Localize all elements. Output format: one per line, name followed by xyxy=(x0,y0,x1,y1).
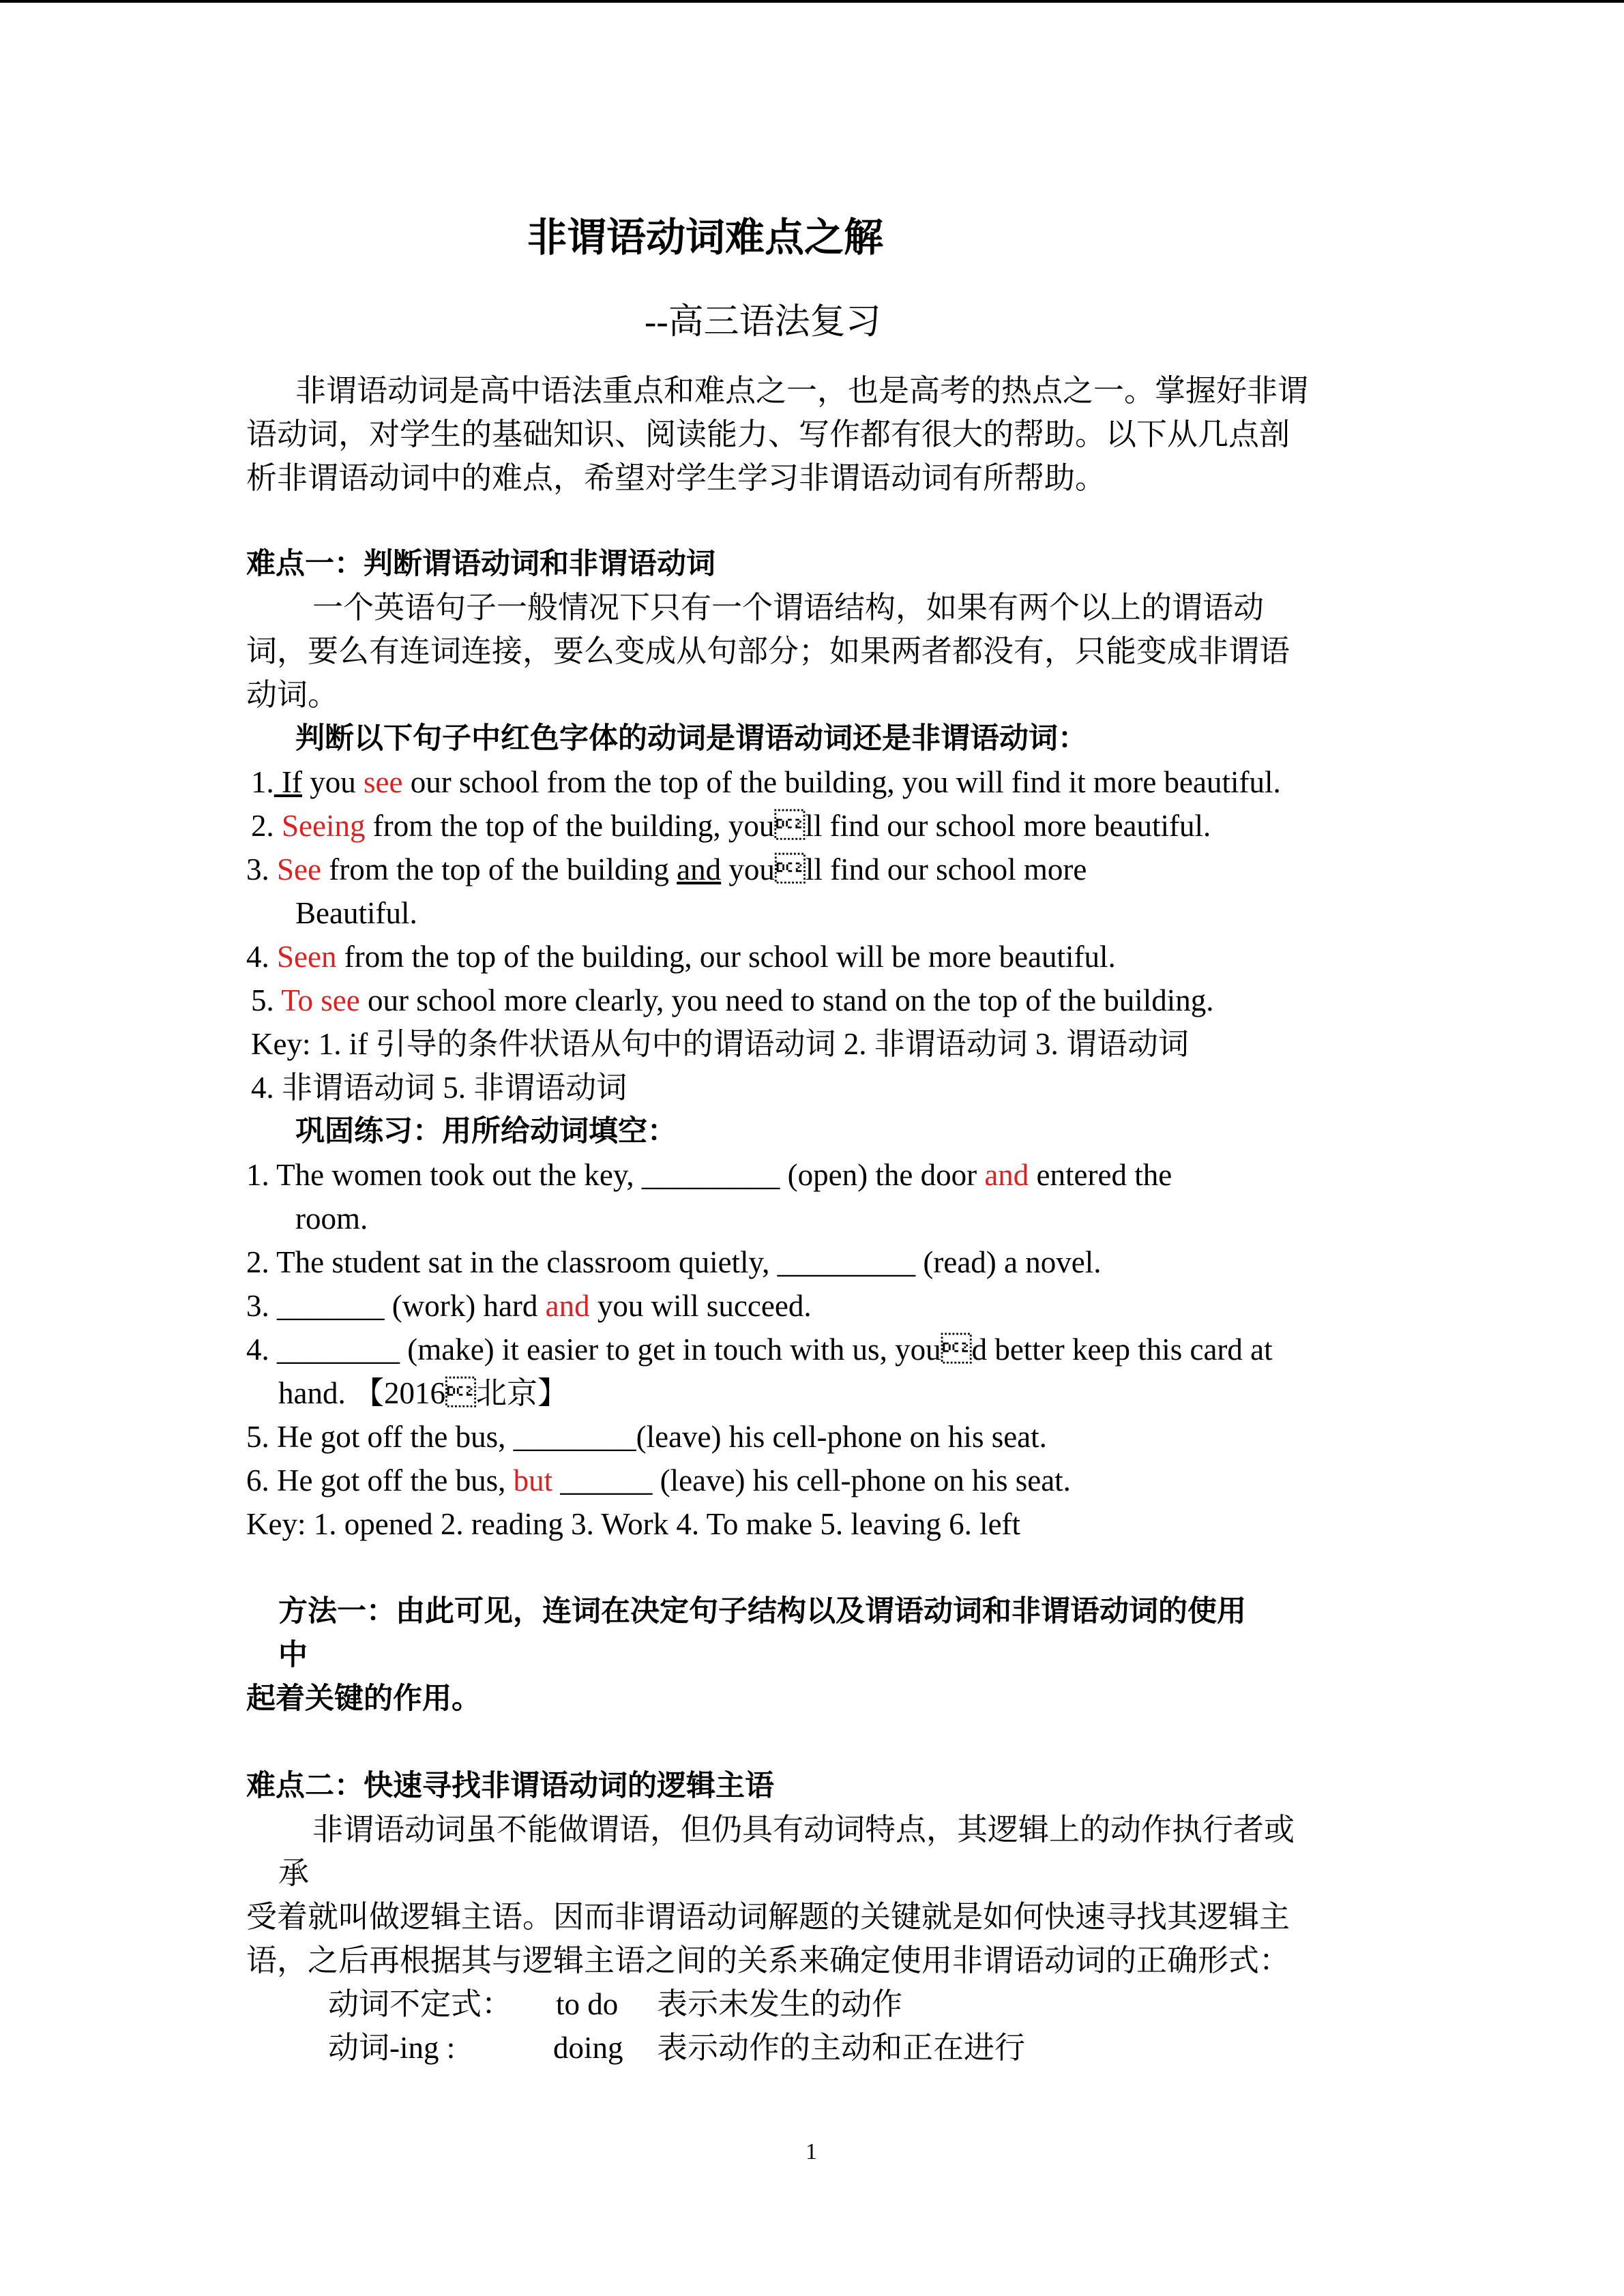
section1-heading: 难点一：判断谓语动词和非谓语动词 xyxy=(246,547,715,581)
sentence-1-verb: see xyxy=(363,765,403,799)
practice-q1 xyxy=(246,1154,1172,1195)
practice-q5: 5. He got off the bus, ________(leave) his cell-phone on his seat. xyxy=(246,1420,1047,1454)
practice-q3-and: and xyxy=(545,1289,590,1323)
sentence-5-part-b: our school more clearly, you need to stand on the top of the building. xyxy=(359,983,1214,1017)
practice-q1-and: and xyxy=(984,1158,1029,1192)
sentence-3-part-a: from the top of the building xyxy=(321,852,677,886)
sentence-3-continuation: Beautiful. xyxy=(295,896,417,930)
form-infinitive-meaning: 表示未发生的动作 xyxy=(657,1987,903,2021)
sentence-2-number: 2. xyxy=(251,809,282,843)
page-top-border xyxy=(0,0,1624,3)
sentence-5 xyxy=(251,980,1214,1021)
page-title: 非谓语动词难点之解 xyxy=(527,214,884,260)
form-infinitive-label: 动词不定式： xyxy=(328,1987,513,2021)
page-subtitle: --高三语法复习 xyxy=(645,303,881,342)
method1-line-1: 方法一：由此可见，连词在决定句子结构以及谓语动词和非谓语动词的使用 xyxy=(278,1594,1246,1628)
section2-desc-2: 承 xyxy=(278,1856,310,1890)
intro-line-2: 语动词，对学生的基础知识、阅读能力、写作都有很大的帮助。以下从几点剖 xyxy=(246,417,1290,451)
sentence-2 xyxy=(251,805,1211,846)
sentence-3-number: 3. xyxy=(246,852,277,886)
practice-q6-part-b: ______ (leave) his cell-phone on his seat. xyxy=(552,1463,1071,1497)
sentence-4-verb: Seen xyxy=(277,940,337,974)
form-infinitive-form: to do xyxy=(556,1987,619,2021)
section2-desc-3: 受着就叫做逻辑主语。因而非谓语动词解题的关键就是如何快速寻找其逻辑主 xyxy=(246,1900,1290,1934)
sentence-2-verb: Seeing xyxy=(282,809,366,843)
sentence-5-verb: To see xyxy=(281,983,360,1017)
sentence-1-number: 1. xyxy=(251,765,274,799)
form-ing-form: doing xyxy=(553,2031,623,2065)
practice-q2: 2. The student sat in the classroom quietly, _________ (read) a novel. xyxy=(246,1245,1102,1279)
sentence-1-part-b: our school from the top of the building, you will find it more beautiful. xyxy=(402,765,1281,799)
section2-desc-1: 非谓语动词虽不能做谓语，但仍具有动词特点，其逻辑上的动作执行者或 xyxy=(312,1813,1295,1847)
method1-line-2: 中 xyxy=(278,1638,308,1672)
practice-q6-part-a: 6. He got off the bus, xyxy=(246,1463,514,1497)
sentence-1-if: If xyxy=(274,765,302,799)
practice-heading: 巩固练习：用所给动词填空： xyxy=(295,1114,677,1148)
sentence-3 xyxy=(246,849,1087,890)
method1-line-3: 起着关键的作用。 xyxy=(246,1682,481,1716)
sentence-1 xyxy=(251,762,1281,803)
sentence-3-part-b: youll find our school more xyxy=(721,852,1087,886)
section1-key-line-1: Key: 1. if 引导的条件状语从句中的谓语动词 2. 非谓语动词 3. 谓语动词 xyxy=(251,1027,1189,1061)
sentence-5-number: 5. xyxy=(251,983,282,1017)
intro-line-1: 非谓语动词是高中语法重点和难点之一，也是高考的热点之一。掌握好非谓 xyxy=(295,374,1309,408)
section1-key-line-2: 4. 非谓语动词 5. 非谓语动词 xyxy=(251,1071,628,1105)
practice-q1-part-b: entered the xyxy=(1029,1158,1172,1192)
practice-q3 xyxy=(246,1285,812,1326)
sentence-4 xyxy=(246,936,1116,977)
practice-key: Key: 1. opened 2. reading 3. Work 4. To make 5. leaving 6. left xyxy=(246,1507,1021,1541)
section2-desc-4: 语，之后再根据其与逻辑主语之间的关系来确定使用非谓语动词的正确形式： xyxy=(246,1943,1290,1978)
sentence-2-part-b: from the top of the building, youll find our school more beautiful. xyxy=(365,809,1211,843)
page-number: 1 xyxy=(806,2139,817,2164)
practice-q3-part-b: you will succeed. xyxy=(589,1289,812,1323)
sentence-3-verb: See xyxy=(277,852,321,886)
practice-q4-continuation: hand. 【2016北京】 xyxy=(278,1376,568,1410)
sentence-1-part-a: you xyxy=(301,765,364,799)
practice-q6 xyxy=(246,1460,1071,1501)
form-ing-meaning: 表示动作的主动和正在进行 xyxy=(657,2031,1026,2065)
practice-q1-part-a: 1. The women took out the key, _________ (open) the door xyxy=(246,1158,985,1192)
practice-q1-continuation: room. xyxy=(295,1202,368,1236)
section1-desc-3: 动词。 xyxy=(246,678,339,712)
section2-heading: 难点二：快速寻找非谓语动词的逻辑主语 xyxy=(246,1769,774,1803)
sentence-3-and: and xyxy=(677,852,722,886)
sentence-4-number: 4. xyxy=(246,940,277,974)
practice-q6-but: but xyxy=(513,1463,553,1497)
section1-desc-1: 一个英语句子一般情况下只有一个谓语结构，如果有两个以上的谓语动 xyxy=(312,591,1265,625)
section1-desc-2: 词，要么有连词连接，要么变成从句部分；如果两者都没有，只能变成非谓语 xyxy=(246,634,1290,668)
section1-task: 判断以下句子中红色字体的动词是谓语动词还是非谓语动词： xyxy=(295,721,1087,756)
practice-q4: 4. ________ (make) it easier to get in touch with us, youd better keep this card at xyxy=(246,1332,1273,1367)
intro-line-3: 析非谓语动词中的难点，希望对学生学习非谓语动词有所帮助。 xyxy=(246,461,1106,495)
sentence-4-part-b: from the top of the building, our school will be more beautiful. xyxy=(336,940,1116,974)
practice-q3-part-a: 3. _______ (work) hard xyxy=(246,1289,546,1323)
form-ing-label: 动词-ing : xyxy=(328,2031,456,2065)
